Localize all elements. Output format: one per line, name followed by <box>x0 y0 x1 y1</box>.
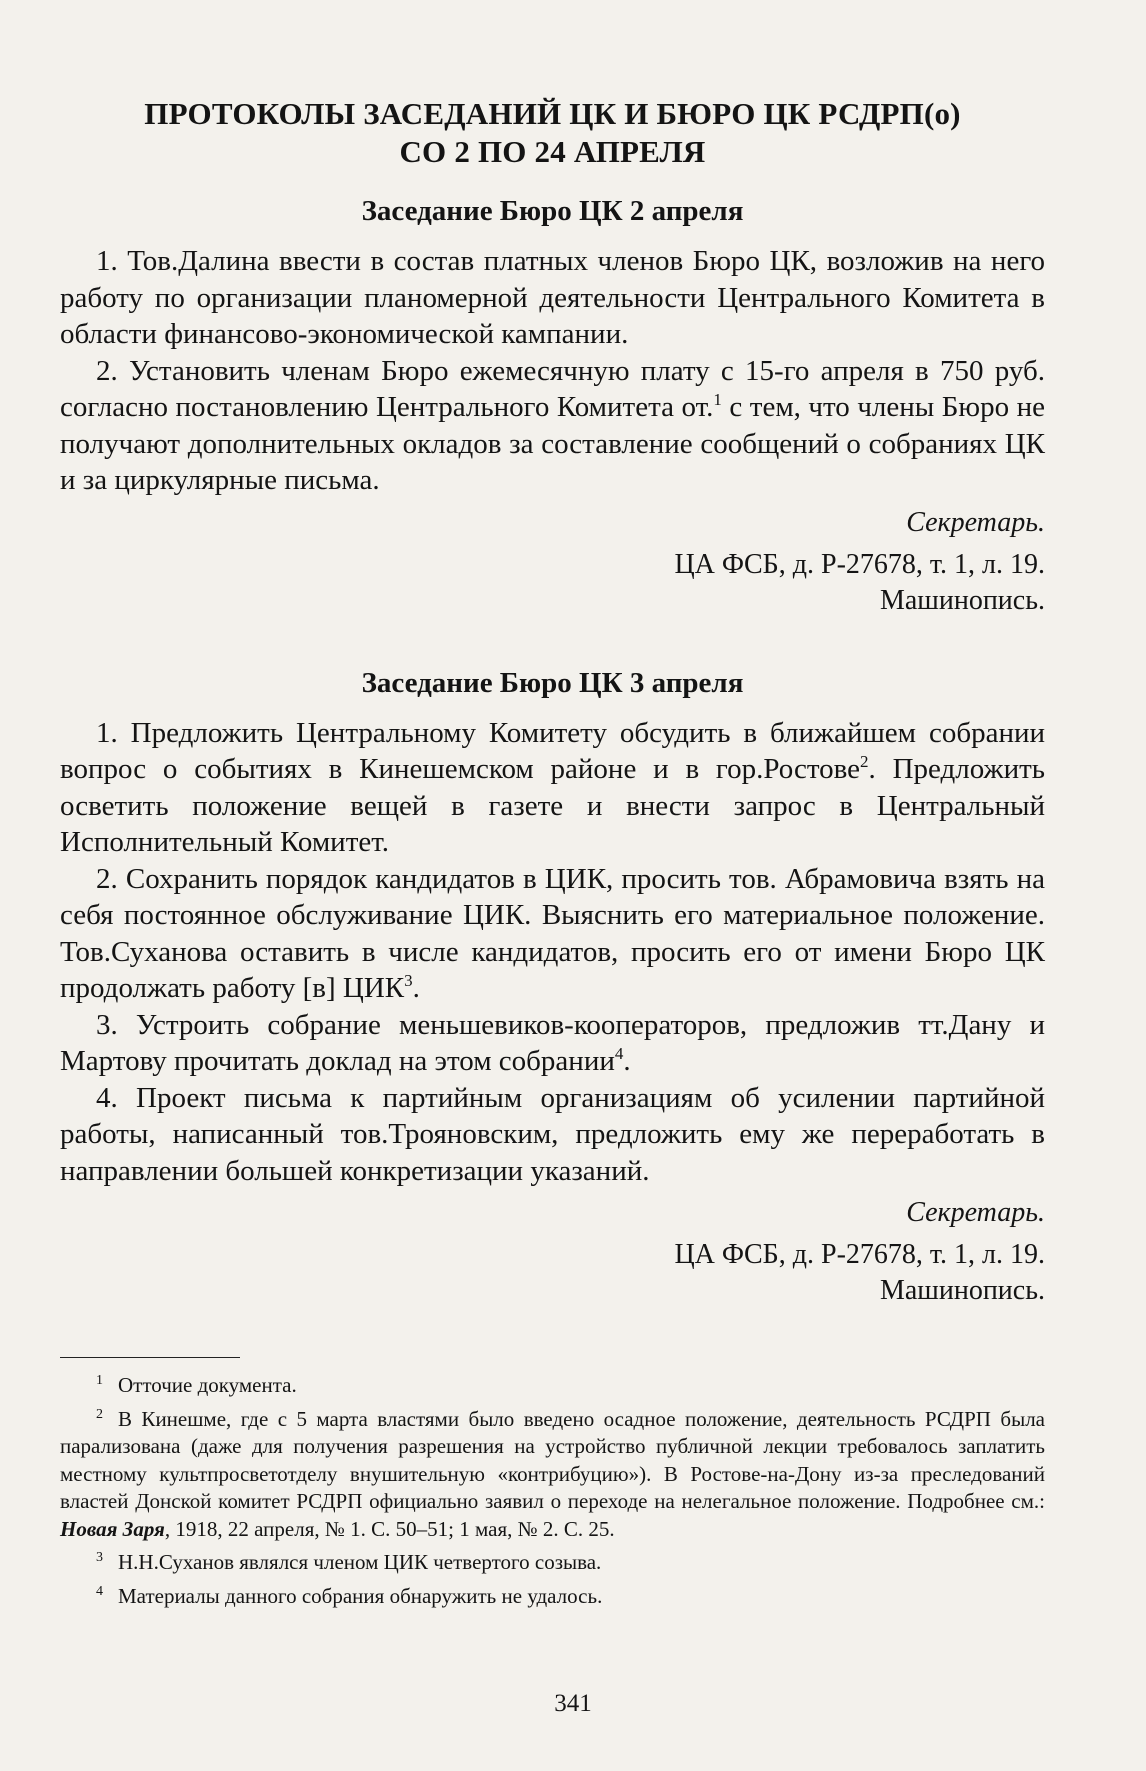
footnote-1-text: Отточие документа. <box>118 1373 297 1397</box>
session-2-item-3-text-a: 3. Устроить собрание меньшевиков-кооператоров, предложив тт.Дану и Мартову прочитать доклад на этом собрании <box>60 1008 1045 1077</box>
session-1-heading: Заседание Бюро ЦК 2 апреля <box>361 195 744 227</box>
footnote-3-text: Н.Н.Суханов являлся членом ЦИК четвертого созыва. <box>118 1550 602 1574</box>
session-2-archive-source: ЦА ФСБ, д. Р-27678, т. 1, л. 19. <box>674 1239 1045 1270</box>
session-2-item-4: 4. Проект письма к партийным организациям об усилении партийной работы, написанный тов.Трояновским, предложить ему же переработать в направлении большей конкретизации указаний. <box>60 1081 1045 1187</box>
document-page <box>60 95 1045 1616</box>
page-title <box>60 95 1045 171</box>
session-2-archive-type: Машинопись. <box>879 1275 1045 1306</box>
session-2-heading: Заседание Бюро ЦК 3 апреля <box>361 666 744 699</box>
session-1-archive-type: Машинопись. <box>879 584 1045 616</box>
footnote-2-source-title: Новая Заря <box>60 1516 165 1541</box>
session-2-item-3-text-b: . <box>623 1045 631 1077</box>
session-2-item-3 <box>60 1007 1045 1080</box>
session-2-item-2-text-a: 2. Сохранить порядок кандидатов в ЦИК, просить тов. Абрамовича взять на себя постоянное обслуживание ЦИК. Выяснить его материальное положение. Тов.Суханова оставить в числе кандидатов, просить его от имени Бюро ЦК продолжать работу [в] ЦИК <box>60 862 1045 1004</box>
footnote-3: 3 Н.Н.Суханов являлся членом ЦИК четвертого созыва. <box>96 1550 602 1574</box>
session-1-archive-source: ЦА ФСБ, д. Р-27678, т. 1, л. 19. <box>674 548 1045 580</box>
session-2-item-2-text-b: . <box>412 972 420 1004</box>
footnote-4: 4 Материалы данного собрания обнаружить не удалось. <box>96 1583 603 1608</box>
session-2-archive-ref <box>60 1237 1045 1309</box>
session-2-item-1 <box>60 715 1045 861</box>
footnote-2-text-b: , 1918, 22 апреля, № 1. С. 50–51; 1 мая, № 2. С. 25. <box>164 1516 615 1541</box>
title-line-1: ПРОТОКОЛЫ ЗАСЕДАНИЙ ЦК И БЮРО ЦК РСДРП(о) <box>144 96 961 131</box>
footnote-2-text-a: В Кинешме, где с 5 марта властями было введено осадное положение, деятельность РСДРП была парализована (даже для получения разрешения на устройство публичной лекции требовалось заплатить местному культпросветотделу внушительную «контрибуцию»). В Ростове-на-Дону из-за преследований властей Донской комитет РСДРП официально заявил о переходе на нелегальное положение. Подробнее см.: <box>60 1406 1045 1513</box>
session-1-item-2-text-b: с тем, что члены Бюро не получают дополнительных окладов за составление сообщений о собраниях ЦК и за циркулярные письма. <box>60 391 1045 496</box>
session-1-item-1: 1. Тов.Далина ввести в состав платных членов Бюро ЦК, возложив на него работу по организации планомерной деятельности Центрального Комитета в области финансово-экономической кампании. <box>60 245 1045 350</box>
session-2-item-2 <box>60 861 1045 1007</box>
page-number: 341 <box>554 1690 592 1717</box>
session-1-item-2 <box>60 353 1045 499</box>
footnote-ref-2: 2 <box>860 752 869 771</box>
session-1-signature: Секретарь. <box>906 506 1045 538</box>
session-2-item-1-text-a: 1. Предложить Центральному Комитету обсудить в ближайшем собрании вопрос о событиях в Кинешемском районе и в гор.Ростове <box>60 716 1045 785</box>
title-line-2: СО 2 ПО 24 АПРЕЛЯ <box>399 134 706 169</box>
footnote-ref-1: 1 <box>713 390 722 409</box>
session-1-archive-ref <box>60 547 1045 619</box>
session-2-signature: Секретарь. <box>906 1197 1045 1228</box>
session-2-item-1-text-b: . Предложить осветить положение вещей в газете и внести запрос в Центральный Исполнительный Комитет. <box>60 753 1045 858</box>
footnote-2: 2 В Кинешме, где с 5 марта властями было введено осадное положение, деятельность РСДРП была парализована (даже для получения разрешения на устройство публичной лекции требовалось заплатить местному культпросветотделу внушительную «контрибуцию»). В Ростове-на-Дону из-за преследований властей Донской комитет РСДРП официально заявил о переходе на нелегальное положение. Подробнее см.: Новая Заря, 1918, 22 апреля, № 1. С. 50–51; 1 мая, № 2. С. 25. <box>60 1406 1045 1541</box>
session-1-item-2-text-a: 2. Установить членам Бюро ежемесячную плату с 15-го апреля в 750 руб. согласно постановлению Центрального Комитета от. <box>60 354 1045 423</box>
footnote-ref-3: 3 <box>404 971 413 990</box>
footnote-divider <box>60 1357 240 1358</box>
footnote-ref-4: 4 <box>614 1044 624 1063</box>
footnote-1: 1 Отточие документа. <box>96 1373 297 1397</box>
footnote-4-text: Материалы данного собрания обнаружить не удалось. <box>118 1583 603 1608</box>
